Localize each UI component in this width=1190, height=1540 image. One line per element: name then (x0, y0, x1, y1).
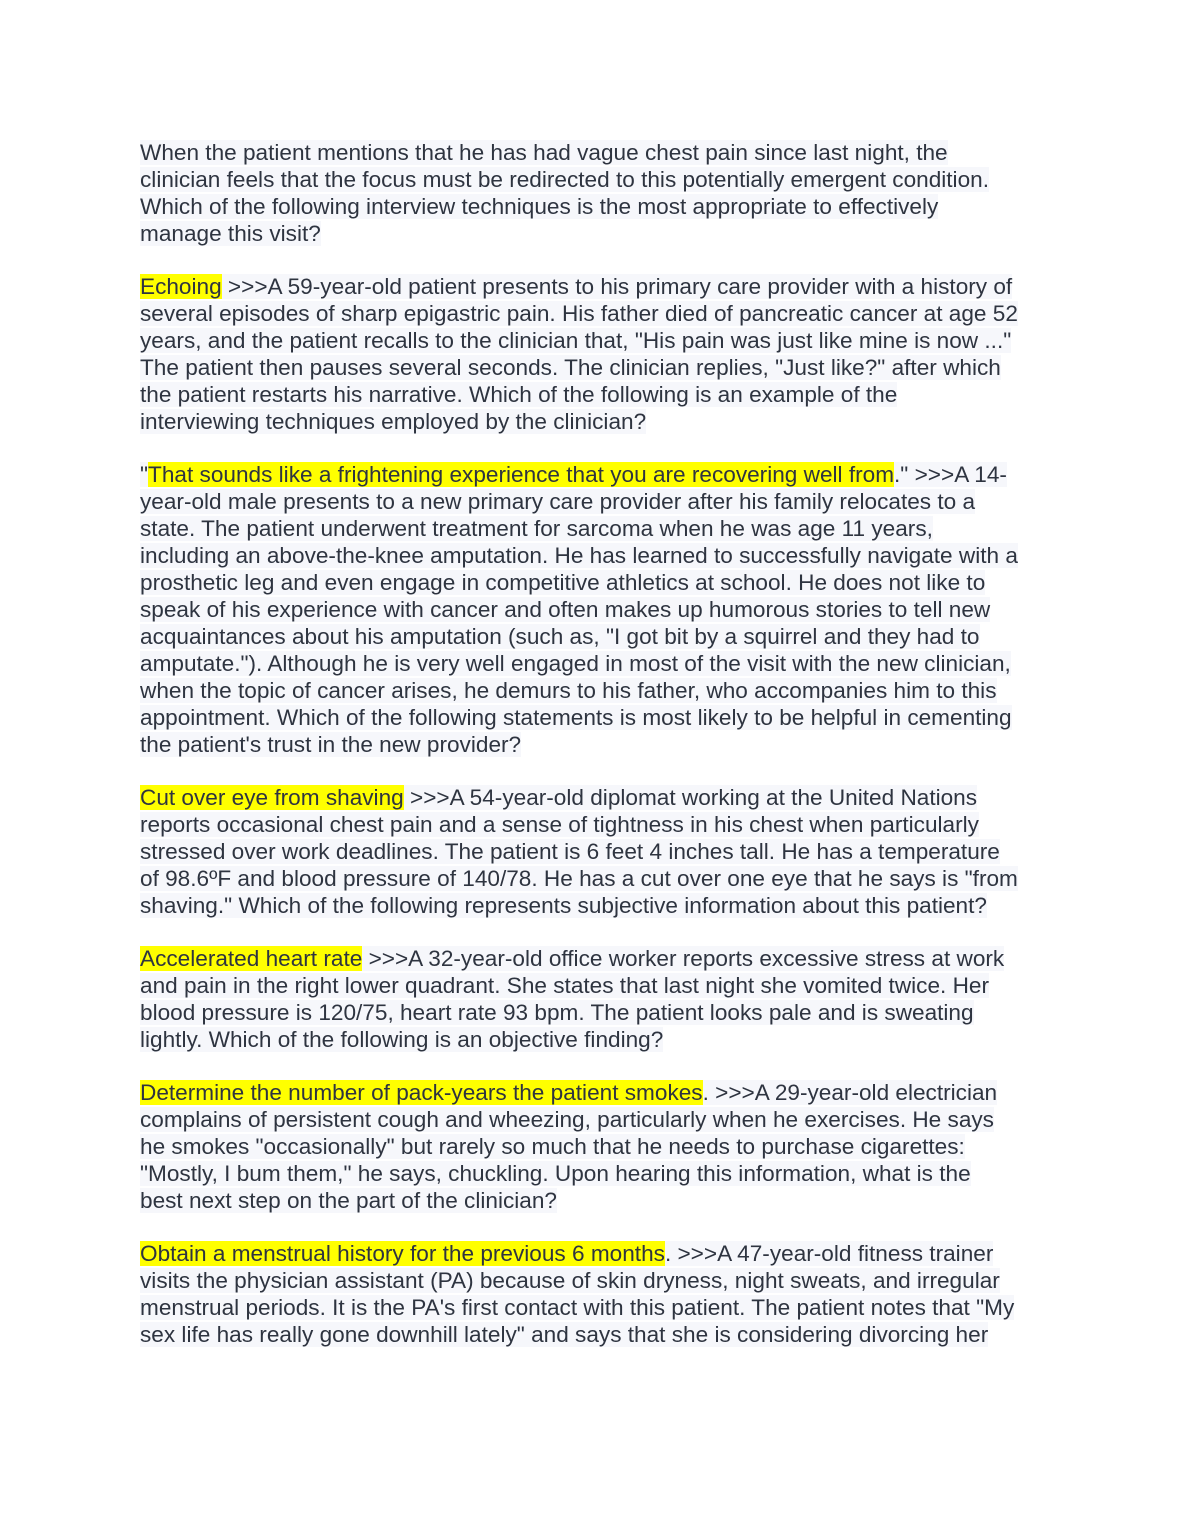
text-line (140, 139, 1055, 166)
line-text: when the topic of cancer arises, he demurs to his father, who accompanies him to this (140, 678, 997, 703)
text-line (140, 354, 1055, 381)
line-text: stressed over work deadlines. The patient is 6 feet 4 inches tall. He has a temperature (140, 839, 1000, 864)
line-text: complains of persistent cough and wheezing, particularly when he exercises. He says (140, 1107, 994, 1132)
text-line (140, 381, 1055, 408)
text-line (140, 327, 1055, 354)
text-line (140, 1026, 1055, 1053)
line-text: reports occasional chest pain and a sense of tightness in his chest when particularly (140, 812, 979, 837)
text-line (140, 1294, 1055, 1321)
text-line (140, 1267, 1055, 1294)
line-text: lightly. Which of the following is an objective finding? (140, 1027, 664, 1052)
line-text: ." >>>A 14- (894, 462, 1007, 487)
text-line (140, 1240, 1055, 1267)
text-line (140, 1133, 1055, 1160)
line-text: including an above-the-knee amputation. He has learned to successfully navigate with a (140, 543, 1018, 568)
text-line (140, 569, 1055, 596)
line-text: visits the physician assistant (PA) because of skin dryness, night sweats, and irregular (140, 1268, 1000, 1293)
line-text: the patient's trust in the new provider? (140, 732, 522, 757)
line-text: blood pressure is 120/75, heart rate 93 bpm. The patient looks pale and is sweating (140, 1000, 974, 1025)
text-line (140, 972, 1055, 999)
question-paragraph (140, 273, 1055, 435)
text-line (140, 1187, 1055, 1214)
question-paragraph (140, 1240, 1055, 1348)
text-line (140, 1106, 1055, 1133)
text-line (140, 193, 1055, 220)
line-text: the patient restarts his narrative. Which of the following is an example of the (140, 382, 898, 407)
question-paragraph (140, 461, 1055, 758)
line-text: acquaintances about his amputation (such as, "I got bit by a squirrel and they had to (140, 624, 980, 649)
line-text: clinician feels that the focus must be redirected to this potentially emergent condition. (140, 167, 989, 192)
line-text: menstrual periods. It is the PA's first contact with this patient. The patient notes that "My (140, 1295, 1015, 1320)
highlighted-answer: Obtain a menstrual history for the previous 6 months (140, 1241, 665, 1266)
line-text: interviewing techniques employed by the clinician? (140, 409, 647, 434)
text-line (140, 704, 1055, 731)
text-line (140, 166, 1055, 193)
line-text: amputate."). Although he is very well engaged in most of the visit with the new clinician, (140, 651, 1011, 676)
text-line (140, 731, 1055, 758)
text-line (140, 461, 1055, 488)
document-page (140, 139, 1055, 1374)
text-line (140, 300, 1055, 327)
line-text: sex life has really gone downhill lately" and says that she is considering divorcing her (140, 1322, 989, 1347)
text-line (140, 811, 1055, 838)
text-line (140, 273, 1055, 300)
text-line (140, 515, 1055, 542)
text-line (140, 784, 1055, 811)
question-paragraph (140, 1079, 1055, 1214)
highlighted-answer: That sounds like a frightening experience that you are recovering well from (148, 462, 895, 487)
highlighted-answer: Echoing (140, 274, 222, 299)
text-line (140, 650, 1055, 677)
text-line (140, 542, 1055, 569)
line-prefix: " (140, 462, 149, 487)
line-text: years, and the patient recalls to the clinician that, "His pain was just like mine is now ..." (140, 328, 1012, 353)
line-text: >>>A 59-year-old patient presents to his primary care provider with a history of (221, 274, 1013, 299)
highlighted-answer: Accelerated heart rate (140, 946, 363, 971)
line-text: When the patient mentions that he has had vague chest pain since last night, the (140, 140, 948, 165)
highlighted-answer: Cut over eye from shaving (140, 785, 404, 810)
text-line (140, 408, 1055, 435)
line-text: "Mostly, I bum them," he says, chuckling. Upon hearing this information, what is the (140, 1161, 971, 1186)
line-text: several episodes of sharp epigastric pain. His father died of pancreatic cancer at age 52 (140, 301, 1018, 326)
text-line (140, 1160, 1055, 1187)
question-paragraph (140, 784, 1055, 919)
line-text: he smokes "occasionally" but rarely so much that he needs to purchase cigarettes: (140, 1134, 965, 1159)
line-text: appointment. Which of the following statements is most likely to be helpful in cementing (140, 705, 1012, 730)
question-paragraph (140, 139, 1055, 247)
line-text: state. The patient underwent treatment for sarcoma when he was age 11 years, (140, 516, 933, 541)
line-text: year-old male presents to a new primary care provider after his family relocates to a (140, 489, 976, 514)
text-line (140, 623, 1055, 650)
text-line (140, 838, 1055, 865)
line-text: The patient then pauses several seconds. The clinician replies, "Just like?" after which (140, 355, 1001, 380)
text-line (140, 945, 1055, 972)
line-text: Which of the following interview techniques is the most appropriate to effectively (140, 194, 939, 219)
line-text: and pain in the right lower quadrant. She states that last night she vomited twice. Her (140, 973, 989, 998)
line-text: of 98.6ºF and blood pressure of 140/78. He has a cut over one eye that he says is "from (140, 866, 1018, 891)
text-line (140, 1321, 1055, 1348)
line-text: shaving." Which of the following represents subjective information about this patient? (140, 893, 987, 918)
text-line (140, 1079, 1055, 1106)
text-line (140, 677, 1055, 704)
line-text: . >>>A 47-year-old fitness trainer (664, 1241, 994, 1266)
text-line (140, 865, 1055, 892)
text-line (140, 999, 1055, 1026)
text-line (140, 488, 1055, 515)
line-text: manage this visit? (140, 221, 321, 246)
line-text: >>>A 54-year-old diplomat working at the United Nations (403, 785, 978, 810)
line-text: >>>A 32-year-old office worker reports excessive stress at work (362, 946, 1005, 971)
line-text: best next step on the part of the clinician? (140, 1188, 557, 1213)
line-text: speak of his experience with cancer and often makes up humorous stories to tell new (140, 597, 991, 622)
line-text: . >>>A 29-year-old electrician (702, 1080, 998, 1105)
highlighted-answer: Determine the number of pack-years the patient smokes (140, 1080, 703, 1105)
question-paragraph (140, 945, 1055, 1053)
text-line (140, 220, 1055, 247)
text-line (140, 892, 1055, 919)
line-text: prosthetic leg and even engage in competitive athletics at school. He does not like to (140, 570, 986, 595)
text-line (140, 596, 1055, 623)
